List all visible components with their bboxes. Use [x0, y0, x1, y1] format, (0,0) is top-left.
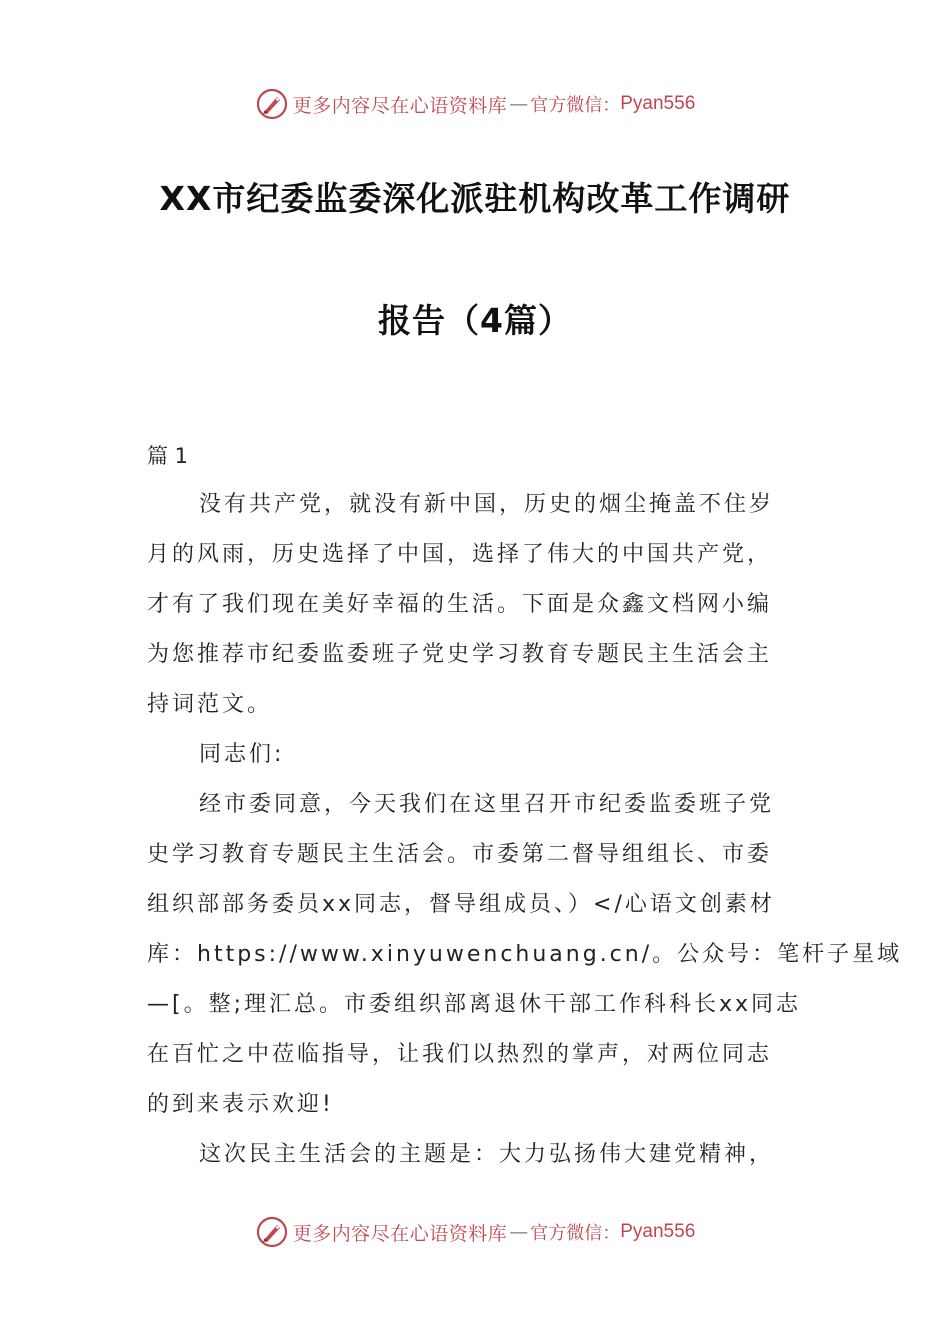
document-title-line-2: 报告（4篇） — [378, 301, 572, 340]
watermark-dash: — — [509, 1221, 529, 1243]
body-line: 史学习教育专题民主生活会。市委第二督导组组长、市委 — [147, 842, 773, 867]
body-line: 在百忙之中莅临指导，让我们以热烈的掌声，对两位同志 — [147, 1042, 773, 1067]
body-line: 同志们: — [199, 742, 285, 767]
document-title-line-1: XX市纪委监委深化派驻机构改革工作调研 — [159, 179, 791, 218]
pen-nib-logo-icon — [255, 87, 289, 121]
pen-nib-logo-icon — [255, 1215, 289, 1249]
watermark-dash: — — [509, 93, 529, 115]
body-line: —[。整;理汇总。市委组织部离退休干部工作科科长xx同志 — [147, 992, 802, 1017]
body-line: 月的风雨，历史选择了中国，选择了伟大的中国共产党， — [147, 542, 773, 567]
header-watermark-banner — [0, 82, 950, 126]
body-line: 库：https://www.xinyuwenchuang.cn/。公众号：笔杆子星域 — [147, 942, 903, 967]
section-label: 篇 1 — [147, 444, 189, 468]
footer-watermark-banner — [0, 1210, 950, 1254]
document-body — [147, 480, 903, 1180]
watermark-brand-text: 更多内容尽在心语资料库 — [292, 94, 508, 117]
watermark-wechat-label: 官方微信： — [530, 95, 621, 116]
body-line: 的到来表示欢迎! — [147, 1092, 334, 1117]
watermark-wechat-label: 官方微信： — [530, 1223, 621, 1244]
body-line: 经市委同意，今天我们在这里召开市纪委监委班子党 — [199, 792, 775, 817]
body-line: 持词范文。 — [147, 692, 273, 717]
watermark-brand-text: 更多内容尽在心语资料库 — [292, 1222, 508, 1245]
body-line: 为您推荐市纪委监委班子党史学习教育专题民主生活会主 — [147, 642, 773, 667]
body-line: 这次民主生活会的主题是：大力弘扬伟大建党精神， — [199, 1142, 775, 1167]
watermark-wechat-id: Pyan556 — [620, 1221, 696, 1242]
watermark-wechat-id: Pyan556 — [620, 93, 696, 114]
body-line: 组织部部务委员xx同志，督导组成员、）</心语文创素材 — [147, 892, 775, 917]
body-line: 没有共产党，就没有新中国，历史的烟尘掩盖不住岁 — [199, 492, 775, 517]
body-line: 才有了我们现在美好幸福的生活。下面是众鑫文档网小编 — [147, 592, 773, 617]
